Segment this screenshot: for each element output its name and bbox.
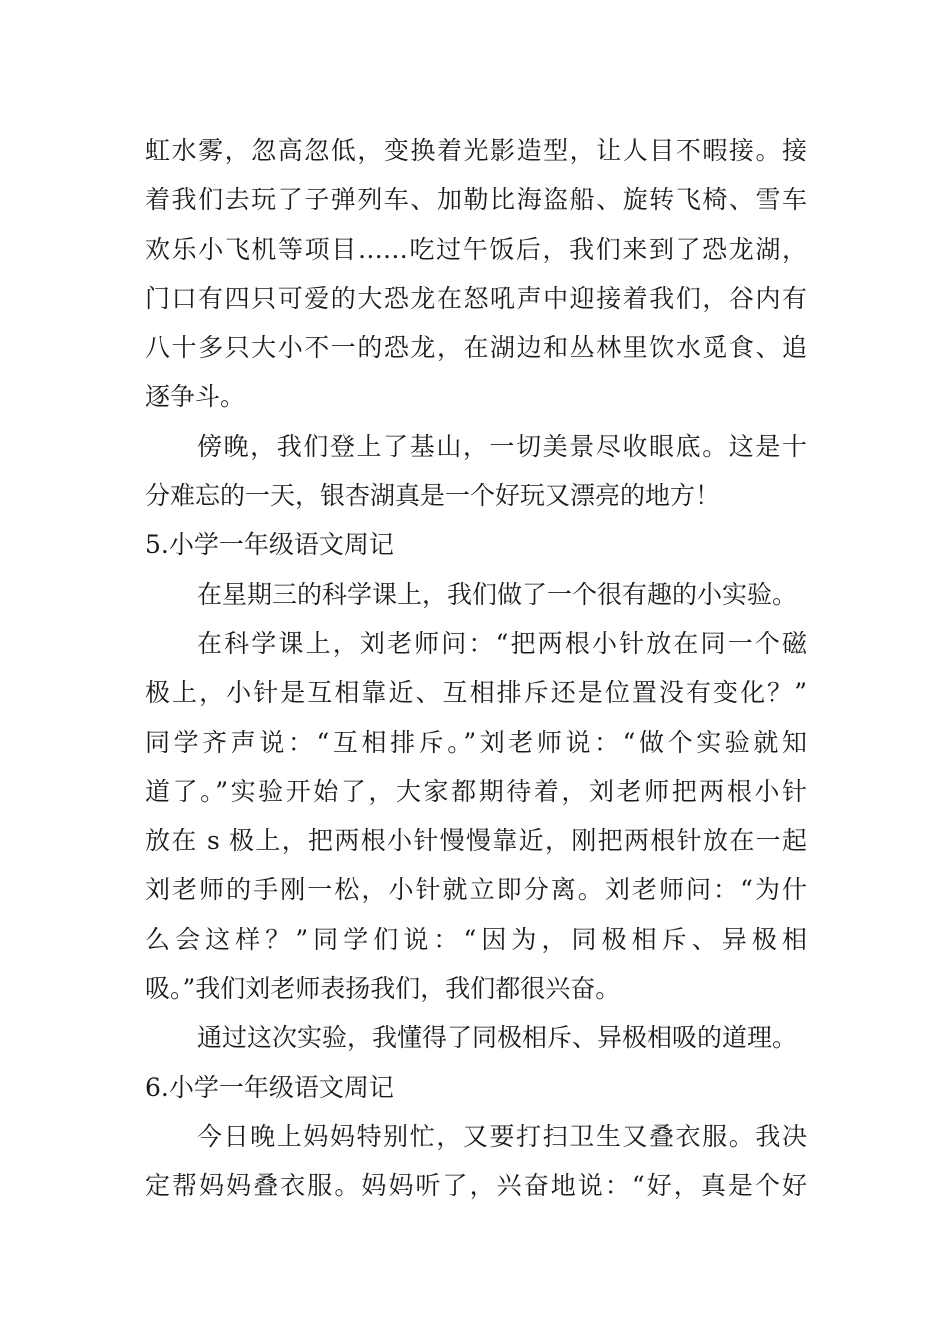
text-line: 同学齐声说：“互相排斥。”刘老师说：“做个实验就知 — [145, 727, 807, 757]
section-heading: 5.小学一年级语文周记 — [145, 530, 394, 560]
text-line: 虹水雾，忽高忽低，变换着光影造型，让人目不暇接。接 — [145, 136, 807, 165]
document-body — [145, 126, 807, 1211]
text-line: 分难忘的一天，银杏湖真是一个好玩又漂亮的地方！ — [145, 481, 721, 511]
text-line: 极上，小针是互相靠近、互相排斥还是位置没有变化？” — [145, 678, 807, 708]
section-heading: 6.小学一年级语文周记 — [145, 1072, 394, 1102]
text-line: 逐争斗。 — [145, 382, 246, 412]
text-line: 在星期三的科学课上，我们做了一个很有趣的小实验。 — [197, 579, 798, 609]
text-line: 八十多只大小不一的恐龙，在湖边和丛林里饮水觅食、追 — [145, 333, 807, 363]
text-line: 放在 s 极上，把两根小针慢慢靠近，刚把两根针放在一起 — [145, 826, 807, 856]
text-line: 定帮妈妈叠衣服。妈妈听了，兴奋地说：“好，真是个好 — [145, 1171, 807, 1201]
text-line: 今日晚上妈妈特别忙，又要打扫卫生又叠衣服。我决 — [197, 1121, 807, 1151]
text-line: 吸。”我们刘老师表扬我们，我们都很兴奋。 — [145, 974, 621, 1004]
text-line: 么会这样？”同学们说：“因为，同极相斥、异极相 — [145, 924, 807, 954]
text-line: 刘老师的手刚一松，小针就立即分离。刘老师问：“为什 — [145, 875, 807, 905]
text-line: 道了。”实验开始了，大家都期待着，刘老师把两根小针 — [145, 776, 807, 806]
text-line: 通过这次实验，我懂得了同极相斥、异极相吸的道理。 — [197, 1023, 798, 1053]
text-line: 在科学课上，刘老师问：“把两根小针放在同一个磁 — [197, 628, 807, 658]
text-line: 门口有四只可爱的大恐龙在怒吼声中迎接着我们，谷内有 — [145, 283, 807, 313]
text-line: 傍晚，我们登上了基山，一切美景尽收眼底。这是十 — [197, 431, 807, 461]
text-line: 着我们去玩了子弹列车、加勒比海盗船、旋转飞椅、雪车 — [145, 185, 807, 215]
text-line: 欢乐小飞机等项目……吃过午饭后，我们来到了恐龙湖， — [145, 234, 807, 264]
